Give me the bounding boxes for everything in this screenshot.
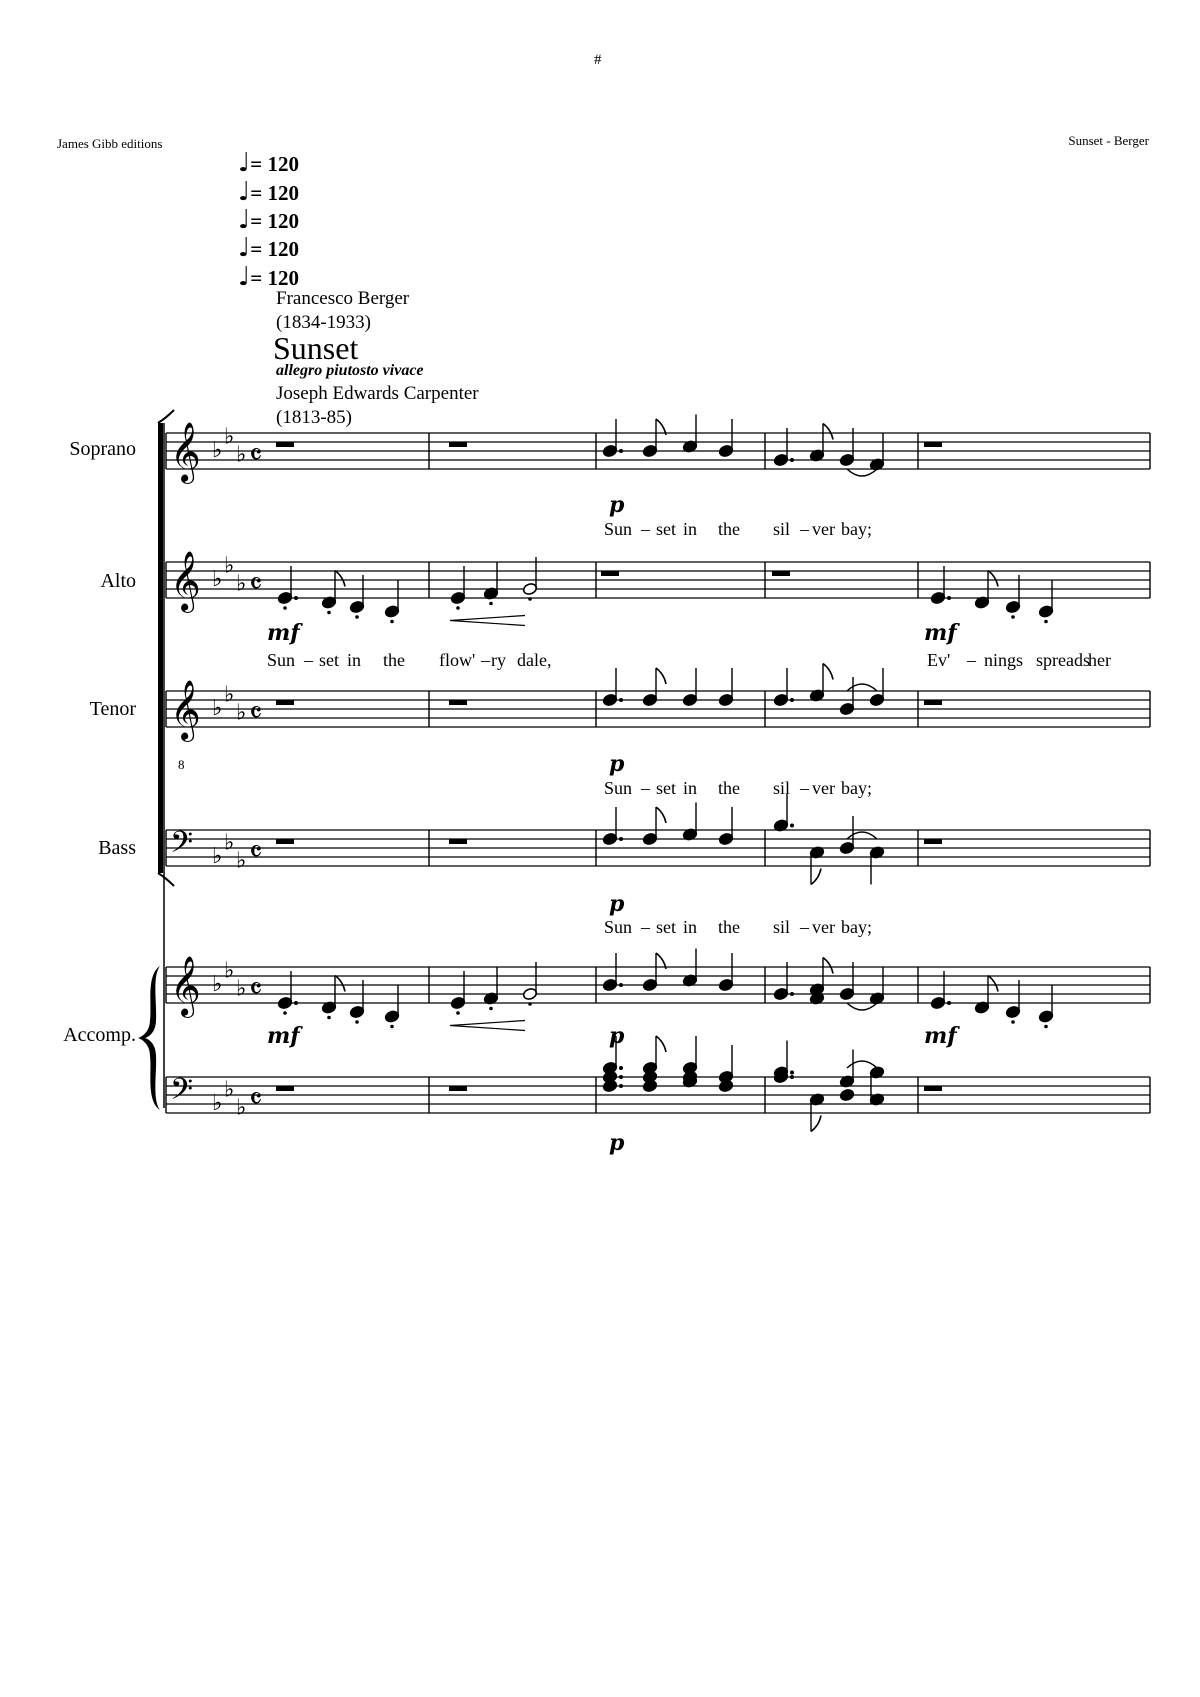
lyric: the — [383, 650, 405, 670]
staccato-dot — [528, 597, 532, 601]
lyric: Sun — [604, 778, 633, 798]
slur — [847, 832, 877, 839]
piano-brace — [138, 966, 160, 1110]
running-title: Sunset - Berger — [1068, 133, 1149, 148]
staccato-dot — [1044, 1025, 1048, 1029]
dynamic-accomp-3: mf — [924, 1023, 957, 1049]
lyric: – — [800, 519, 809, 539]
whole-rest-icon — [276, 442, 294, 447]
lyric: in — [683, 778, 698, 798]
composer-name: Francesco Berger — [276, 288, 410, 309]
whole-rest-icon — [449, 839, 467, 844]
whole-rest-icon — [924, 700, 942, 705]
staccato-dot — [1011, 615, 1015, 619]
slur — [847, 469, 877, 476]
part-label-accomp: Accomp. — [63, 1024, 136, 1046]
flag — [811, 1116, 821, 1132]
lyric: the — [718, 917, 740, 937]
lyric: ry — [491, 650, 506, 670]
flat-icon: ♭ — [224, 830, 235, 856]
part-label-tenor: Tenor — [89, 698, 136, 720]
flat-icon: ♭ — [236, 442, 247, 468]
flat-icon: ♭ — [212, 567, 223, 592]
dot — [619, 1084, 623, 1088]
dot — [294, 1001, 298, 1005]
dot — [619, 449, 623, 453]
dot — [619, 1075, 623, 1079]
staccato-dot — [355, 1020, 359, 1024]
lyric: – — [641, 778, 650, 798]
lyric: set — [319, 650, 339, 670]
flag — [823, 958, 833, 974]
lyric: ver — [812, 778, 835, 798]
part-label-soprano: Soprano — [69, 438, 136, 460]
lyric: sil — [773, 519, 791, 539]
lyric: – — [481, 650, 490, 670]
flag — [988, 976, 998, 992]
treble-clef-icon: 𝄞 — [170, 680, 201, 740]
dynamic-accomp-2: p — [609, 1023, 625, 1049]
flag — [656, 1036, 666, 1052]
dynamic-accomp-4: p — [609, 1130, 625, 1156]
lyric: – — [641, 519, 650, 539]
lyric: – — [304, 650, 313, 670]
part-label-bass: Bass — [98, 837, 136, 859]
flag — [335, 976, 345, 992]
lyric: her — [1088, 650, 1111, 670]
lyric: – — [967, 650, 976, 670]
quarter-note-icon: ♩ — [238, 177, 251, 207]
lyric: flow' — [439, 650, 476, 670]
staccato-dot — [355, 615, 359, 619]
staccato-dot — [1011, 1020, 1015, 1024]
common-time-icon: 𝄴 — [249, 696, 263, 731]
quarter-note-icon: ♩ — [238, 262, 251, 292]
lyric: – — [800, 778, 809, 798]
flat-icon: ♭ — [212, 844, 223, 869]
quarter-note-icon: ♩ — [238, 148, 251, 178]
staccato-dot — [390, 620, 394, 624]
bass-clef-icon: 𝄢 — [170, 826, 194, 867]
whole-rest-icon — [449, 442, 467, 447]
slur — [847, 1003, 877, 1010]
crescendo-hairpin — [450, 1021, 525, 1031]
dynamic-tenor: p — [609, 751, 625, 777]
treble-clef-icon: 𝄞 — [170, 551, 201, 611]
staccato-dot — [327, 611, 331, 615]
common-time-icon: 𝄴 — [249, 438, 263, 473]
tempo-mark: ♩= 120 — [238, 177, 299, 207]
treble-clef-icon: 𝄞 — [170, 956, 201, 1016]
lyric: the — [718, 519, 740, 539]
lyric: spreads — [1036, 650, 1090, 670]
staccato-dot — [489, 1007, 493, 1011]
lyric: in — [347, 650, 362, 670]
lyric: bay; — [841, 917, 872, 937]
common-time-icon: 𝄴 — [249, 567, 263, 602]
dynamic-alto-2: mf — [924, 620, 957, 646]
flat-icon: ♭ — [224, 1077, 235, 1103]
staccato-dot — [489, 602, 493, 606]
lyric: – — [800, 917, 809, 937]
flat-icon: ♭ — [236, 1095, 247, 1121]
staccato-dot — [390, 1025, 394, 1029]
dot — [790, 698, 794, 702]
piece-title: Sunset — [273, 330, 359, 366]
tempo-indication: allegro piutosto vivace — [276, 362, 424, 379]
lyric: set — [656, 519, 676, 539]
flag — [823, 424, 833, 440]
dynamic-bass: p — [609, 891, 625, 917]
dot — [294, 596, 298, 600]
whole-rest-icon — [276, 839, 294, 844]
whole-rest-icon — [601, 571, 619, 576]
dot — [790, 992, 794, 996]
flag — [811, 869, 821, 885]
poet-dates: (1813-85) — [276, 407, 352, 428]
lyric: dale, — [517, 650, 552, 670]
flat-icon: ♭ — [212, 972, 223, 997]
crescendo-hairpin — [450, 616, 525, 626]
flat-icon: ♭ — [224, 958, 235, 984]
slur — [847, 684, 877, 691]
common-time-icon: 𝄴 — [249, 835, 263, 870]
lyric: ver — [812, 519, 835, 539]
tempo-mark: ♩= 120 — [238, 262, 299, 292]
whole-rest-icon — [924, 442, 942, 447]
lyric: Sun — [267, 650, 296, 670]
whole-rest-icon — [276, 700, 294, 705]
dot — [619, 983, 623, 987]
dynamic-alto-1: mf — [267, 620, 300, 646]
common-time-icon: 𝄴 — [249, 1082, 263, 1117]
lyric: ver — [812, 917, 835, 937]
flag — [656, 668, 666, 684]
flat-icon: ♭ — [236, 848, 247, 874]
whole-rest-icon — [924, 839, 942, 844]
staccato-dot — [1044, 620, 1048, 624]
flat-icon: ♭ — [212, 438, 223, 463]
flat-icon: ♭ — [236, 571, 247, 597]
dot — [947, 596, 951, 600]
staccato-dot — [327, 1016, 331, 1020]
dot — [790, 824, 794, 828]
lyric: – — [641, 917, 650, 937]
staccato-dot — [283, 606, 287, 610]
staccato-dot — [283, 1011, 287, 1015]
quarter-note-icon: ♩ — [238, 205, 251, 235]
dot — [619, 1066, 623, 1070]
whole-rest-icon — [449, 1086, 467, 1091]
tempo-mark: ♩= 120 — [238, 205, 299, 235]
flag — [988, 571, 998, 587]
lyric: bay; — [841, 519, 872, 539]
dot — [790, 1075, 794, 1079]
whole-rest-icon — [276, 1086, 294, 1091]
lyric: Sun — [604, 917, 633, 937]
lyric: nings — [984, 650, 1024, 670]
dynamic-soprano: p — [609, 492, 625, 518]
tempo-mark: ♩= 120 — [238, 148, 299, 178]
dynamic-accomp-1: mf — [267, 1023, 300, 1049]
flag — [823, 664, 833, 680]
lyric: in — [683, 917, 698, 937]
lyric: set — [656, 917, 676, 937]
part-label-alto: Alto — [100, 570, 136, 592]
poet-name: Joseph Edwards Carpenter — [276, 383, 479, 404]
staccato-dot — [456, 606, 460, 610]
lyric: sil — [773, 917, 791, 937]
octave-marker: 8 — [178, 757, 185, 772]
dot — [790, 1071, 794, 1075]
publisher-name: James Gibb editions — [57, 136, 163, 151]
whole-rest-icon — [924, 1086, 942, 1091]
flat-icon: ♭ — [224, 553, 235, 579]
dot — [947, 1001, 951, 1005]
lyric: bay; — [841, 778, 872, 798]
whole-rest-icon — [772, 571, 790, 576]
flat-icon: ♭ — [212, 696, 223, 721]
lyric: Ev' — [927, 650, 951, 670]
flat-icon: ♭ — [224, 424, 235, 450]
notehead — [839, 1088, 854, 1101]
bass-clef-icon: 𝄢 — [170, 1073, 194, 1114]
flag — [656, 807, 666, 823]
lyric: Sun — [604, 519, 633, 539]
page-number: # — [594, 52, 602, 68]
lyric: sil — [773, 778, 791, 798]
tempo-mark: ♩= 120 — [238, 233, 299, 263]
flat-icon: ♭ — [236, 976, 247, 1002]
common-time-icon: 𝄴 — [249, 972, 263, 1007]
lyric: in — [683, 519, 698, 539]
composer-dates: (1834-1933) — [276, 312, 371, 333]
staccato-dot — [456, 1011, 460, 1015]
treble-clef-icon: 𝄞 — [170, 422, 201, 482]
dot — [619, 837, 623, 841]
quarter-note-icon: ♩ — [238, 233, 251, 263]
flat-icon: ♭ — [224, 682, 235, 708]
lyric: set — [656, 778, 676, 798]
slur — [847, 1061, 877, 1068]
lyric: the — [718, 778, 740, 798]
flat-icon: ♭ — [236, 700, 247, 726]
whole-rest-icon — [449, 700, 467, 705]
dot — [619, 698, 623, 702]
flat-icon: ♭ — [212, 1091, 223, 1116]
dot — [790, 458, 794, 462]
flag — [335, 571, 345, 587]
staccato-dot — [528, 1002, 532, 1006]
